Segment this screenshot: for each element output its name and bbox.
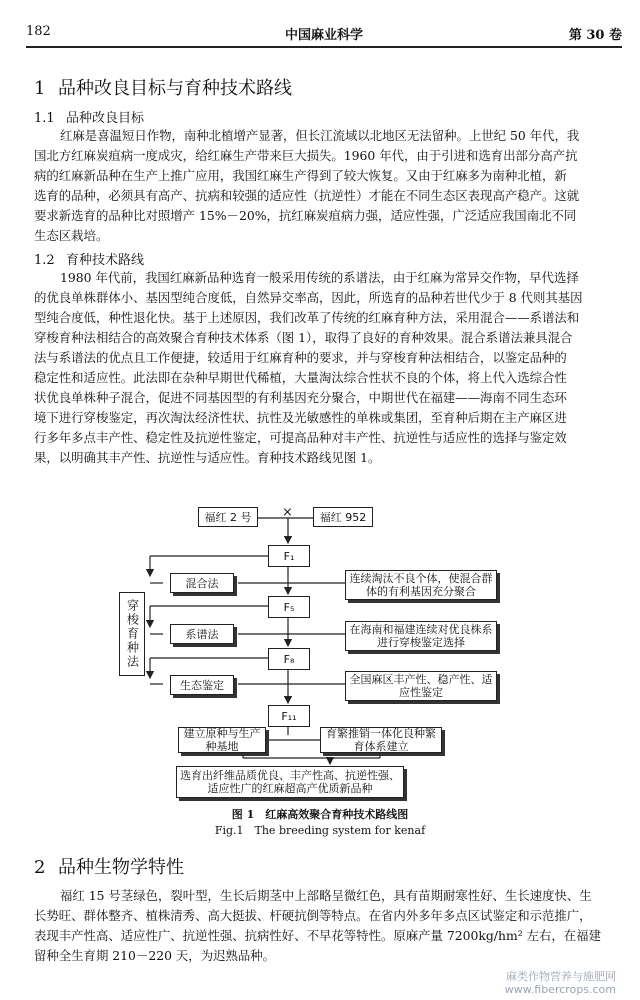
text-line: 1980 年代前，我国红麻新品种选育一般采用传统的系谱法，由于红麻为常异交作物，早代选择 [60, 270, 579, 285]
text-line: 表现丰产性高、适应性广、抗逆性强、抗病性好、不早花等特性。原麻产量 7200kg/hm² 左右，在福建 [34, 928, 601, 943]
cross-symbol: × [282, 505, 293, 520]
text-line: 要求新选育的品种比对照增产 15%－20%，抗红麻炭疽病力强，适应性强，广泛适应我国南北不同 [34, 208, 577, 223]
note-box-pedigree: 在海南和福建连续对优良株系进行穿梭鉴定选择 [345, 621, 497, 651]
note-box-ecological: 全国麻区丰产性、稳产性、适应性鉴定 [345, 671, 497, 701]
section-2-heading [34, 853, 184, 879]
pedigree-method-box: 系谱法 [170, 624, 234, 644]
generation-f8-box: F₈ [268, 648, 310, 670]
subsection-title: 育种技术路线 [66, 253, 145, 268]
section-title: 品种生物学特性 [58, 857, 184, 878]
shuttle-breeding-side-box: 穿梭育种法 [119, 592, 145, 676]
text-line: 红麻是喜温短日作物，南种北植增产显著，但长江流域以北地区无法留种。上世纪 50 年代，我 [60, 128, 580, 143]
text-line: 的优良单株群体小、基因型纯合度低，自然异交率高，因此，所选育的品种若世代少于 8 代则其基因 [34, 290, 583, 305]
text-line: 留种全生育期 210－220 天，为迟熟品种。 [34, 948, 276, 963]
page-number: 182 [26, 24, 51, 39]
figure-caption-chinese: 图 1 红麻高效聚合育种技术路线图 [231, 808, 409, 821]
subsection-number: 1.1 [34, 111, 55, 126]
text-line: 状优良单株种子混合，促进不同基因型的有利基因充分聚合，中期世代在福建——海南不同生态环 [34, 390, 567, 405]
seed-base-box: 建立原种与生产种基地 [178, 727, 266, 753]
paragraph-improvement-goals [34, 126, 622, 246]
text-line: 境下进行穿梭鉴定，再次淘汰经济性状、抗性及光敏感性的单株或集团，至育种后期在主产麻区进 [34, 410, 567, 425]
text-line: 型纯合度低，种性退化快。基于上述原因，我们改革了传统的红麻育种方法，采用混合——系谱法和 [34, 310, 580, 325]
section-number: 2 [34, 857, 46, 878]
text-line: 国北方红麻炭疽病一度成灾，给红麻生产带来巨大损失。1960 年代，由于引进和选育出部分高产抗 [34, 148, 578, 163]
generation-f1-box: F₁ [268, 545, 310, 567]
subsection-number: 1.2 [34, 253, 55, 268]
section-1-heading [34, 74, 292, 100]
parent-1-box: 福红 2 号 [198, 507, 258, 527]
paragraph-biological-traits [34, 886, 622, 966]
watermark-site-name: 麻类作物营养与施肥网 [506, 970, 616, 983]
subsection-1-2-heading [34, 249, 144, 268]
final-result-box: 选育出纤维品质优良、丰产性高、抗逆性强、适应性广的红麻超高产优质新品种 [176, 766, 404, 798]
text-line: 穿梭育种法相结合的高效聚合育种技术体系（图 1），取得了良好的育种效果。混合系谱法兼具混合 [34, 330, 573, 345]
text-line: 长势旺、群体整齐、植株清秀、高大挺拔、杆硬抗倒等特点。在省内外多年多点区试鉴定和示范推广， [34, 908, 592, 923]
text-line: 行多年多点丰产性、稳定性及抗逆性鉴定，可提高品种对丰产性、抗逆性与适应性的选择与鉴定效 [34, 430, 567, 445]
generation-f11-box: F₁₁ [268, 705, 310, 727]
section-number: 1 [34, 78, 46, 99]
text-line: 选育的品种，必须具有高产、抗病和较强的适应性（抗逆性）才能在不同生态区表现高产稳产。这就 [34, 188, 580, 203]
section-title: 品种改良目标与育种技术路线 [58, 78, 292, 99]
generation-f5-box: F₅ [268, 596, 310, 618]
text-line: 果，以明确其丰产性、抗逆性与适应性。育种技术路线见图 1。 [34, 450, 381, 465]
subsection-1-1-heading [34, 107, 144, 126]
running-header [26, 24, 622, 46]
note-box-mixed: 连续淘汰不良个体，使混合群体的有利基因充分聚合 [345, 570, 497, 600]
subsection-title: 品种改良目标 [66, 111, 145, 126]
mixed-method-box: 混合法 [170, 573, 234, 593]
seed-system-box: 育繁推销一体化良种繁育体系建立 [320, 727, 442, 753]
header-rule [26, 46, 622, 48]
volume-label: 第 30 卷 [568, 28, 622, 43]
parent-2-box: 福红 952 [313, 507, 373, 527]
text-line: 稳定性和适应性。此法即在杂种早期世代稀植，大量淘汰综合性状不良的个体，将上代入选综合性 [34, 370, 567, 385]
text-line: 法与系谱法的优点且工作便捷，较适用于红麻育种的要求，并与穿梭育种法相结合，以鉴定品种的 [34, 350, 567, 365]
text-line: 福红 15 号茎绿色，裂叶型，生长后期茎中上部略呈微红色，具有苗期耐寒性好、生长速度快、生 [60, 888, 592, 903]
text-line: 生态区栽培。 [34, 228, 109, 243]
figure-caption-english: Fig.1 The breeding system for kenaf [214, 824, 426, 837]
ecological-test-box: 生态鉴定 [170, 675, 234, 695]
watermark-url: www.fibercrops.com [504, 983, 616, 996]
journal-name: 中国麻业科学 [284, 28, 363, 43]
paragraph-breeding-route [34, 268, 622, 468]
text-line: 病的红麻新品种在生产上推广应用，我国红麻生产得到了较大恢复。又由于红麻多为南种北植，新 [34, 168, 567, 183]
